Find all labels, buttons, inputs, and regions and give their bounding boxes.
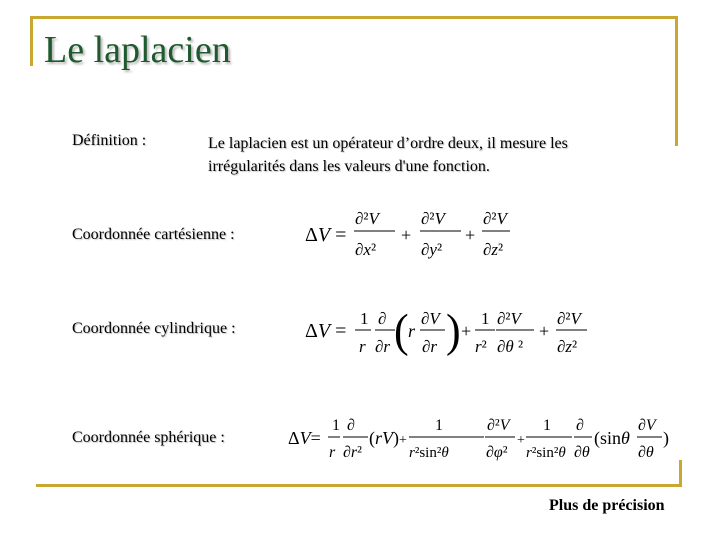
svg-text:∂r²: ∂r² (343, 444, 362, 461)
svg-text:r²: r² (475, 337, 487, 356)
svg-text:1: 1 (435, 417, 443, 434)
svg-text:∂²V: ∂²V (483, 209, 507, 228)
svg-text:): ) (663, 428, 669, 448)
svg-text:ΔV =: ΔV = (305, 320, 347, 342)
svg-text:∂r: ∂r (375, 337, 391, 356)
definition-label: Définition : (72, 132, 147, 149)
frame-top-line (30, 16, 678, 19)
frame-bottom-line (36, 484, 682, 487)
svg-text:r²sin²θ: r²sin²θ (526, 445, 566, 461)
spherical-formula (288, 410, 673, 470)
svg-text:∂θ: ∂θ (574, 444, 590, 461)
svg-text:ΔV=: ΔV= (288, 428, 321, 448)
svg-text:(: ( (394, 305, 409, 357)
svg-text:r: r (359, 337, 366, 356)
cartesian-label: Coordonnée cartésienne : (72, 226, 235, 243)
svg-text:∂²V: ∂²V (421, 209, 445, 228)
svg-text:∂r: ∂r (422, 337, 438, 356)
svg-text:r: r (329, 444, 336, 461)
svg-text:+: + (399, 433, 407, 448)
svg-text:r: r (408, 321, 416, 341)
svg-text:∂z²: ∂z² (557, 337, 578, 356)
slide-title: Le laplacien (44, 29, 231, 71)
svg-text:∂x²: ∂x² (355, 240, 377, 259)
svg-text:∂θ ²: ∂θ ² (497, 337, 524, 356)
more-precision-link[interactable]: Plus de précision (549, 497, 665, 514)
svg-text:∂: ∂ (378, 309, 387, 328)
svg-text:1: 1 (332, 417, 340, 434)
svg-text:∂y²: ∂y² (421, 240, 443, 259)
svg-text:1: 1 (481, 309, 490, 328)
cylindrical-label: Coordonnée cylindrique : (72, 320, 236, 337)
svg-text:∂: ∂ (576, 417, 584, 434)
svg-text:(rV): (rV) (369, 428, 399, 448)
svg-text:+: + (465, 225, 476, 245)
svg-text:+: + (401, 225, 412, 245)
svg-text:∂z²: ∂z² (483, 240, 504, 259)
svg-text:∂²V: ∂²V (355, 209, 379, 228)
svg-text:(sinθ: (sinθ (594, 428, 630, 448)
svg-text:∂²V: ∂²V (497, 309, 521, 328)
spherical-label: Coordonnée sphérique : (72, 429, 225, 446)
svg-text:): ) (446, 305, 461, 357)
svg-text:r²sin²θ: r²sin²θ (409, 445, 449, 461)
svg-text:∂φ²: ∂φ² (486, 444, 508, 461)
cartesian-formula (305, 203, 515, 263)
svg-text:+: + (539, 321, 550, 341)
definition-text: Le laplacien est un opérateur d’ordre deux, il mesure les irrégularités dans les valeurs d'une fonction. (208, 135, 568, 175)
svg-text:1: 1 (360, 309, 369, 328)
svg-text:∂V: ∂V (421, 309, 440, 328)
svg-text:∂²V: ∂²V (487, 417, 510, 434)
svg-text:∂: ∂ (347, 417, 355, 434)
svg-text:∂θ: ∂θ (638, 444, 654, 461)
cylindrical-formula (305, 300, 590, 362)
svg-text:ΔV =: ΔV = (305, 224, 347, 246)
frame-left-line (30, 16, 33, 66)
svg-text:1: 1 (543, 417, 551, 434)
svg-text:∂²V: ∂²V (557, 309, 581, 328)
svg-text:+: + (517, 433, 525, 448)
frame-right-line (675, 16, 678, 146)
frame-bottom-right-line (679, 460, 682, 487)
svg-text:∂V: ∂V (638, 417, 656, 434)
svg-text:+: + (461, 321, 472, 341)
